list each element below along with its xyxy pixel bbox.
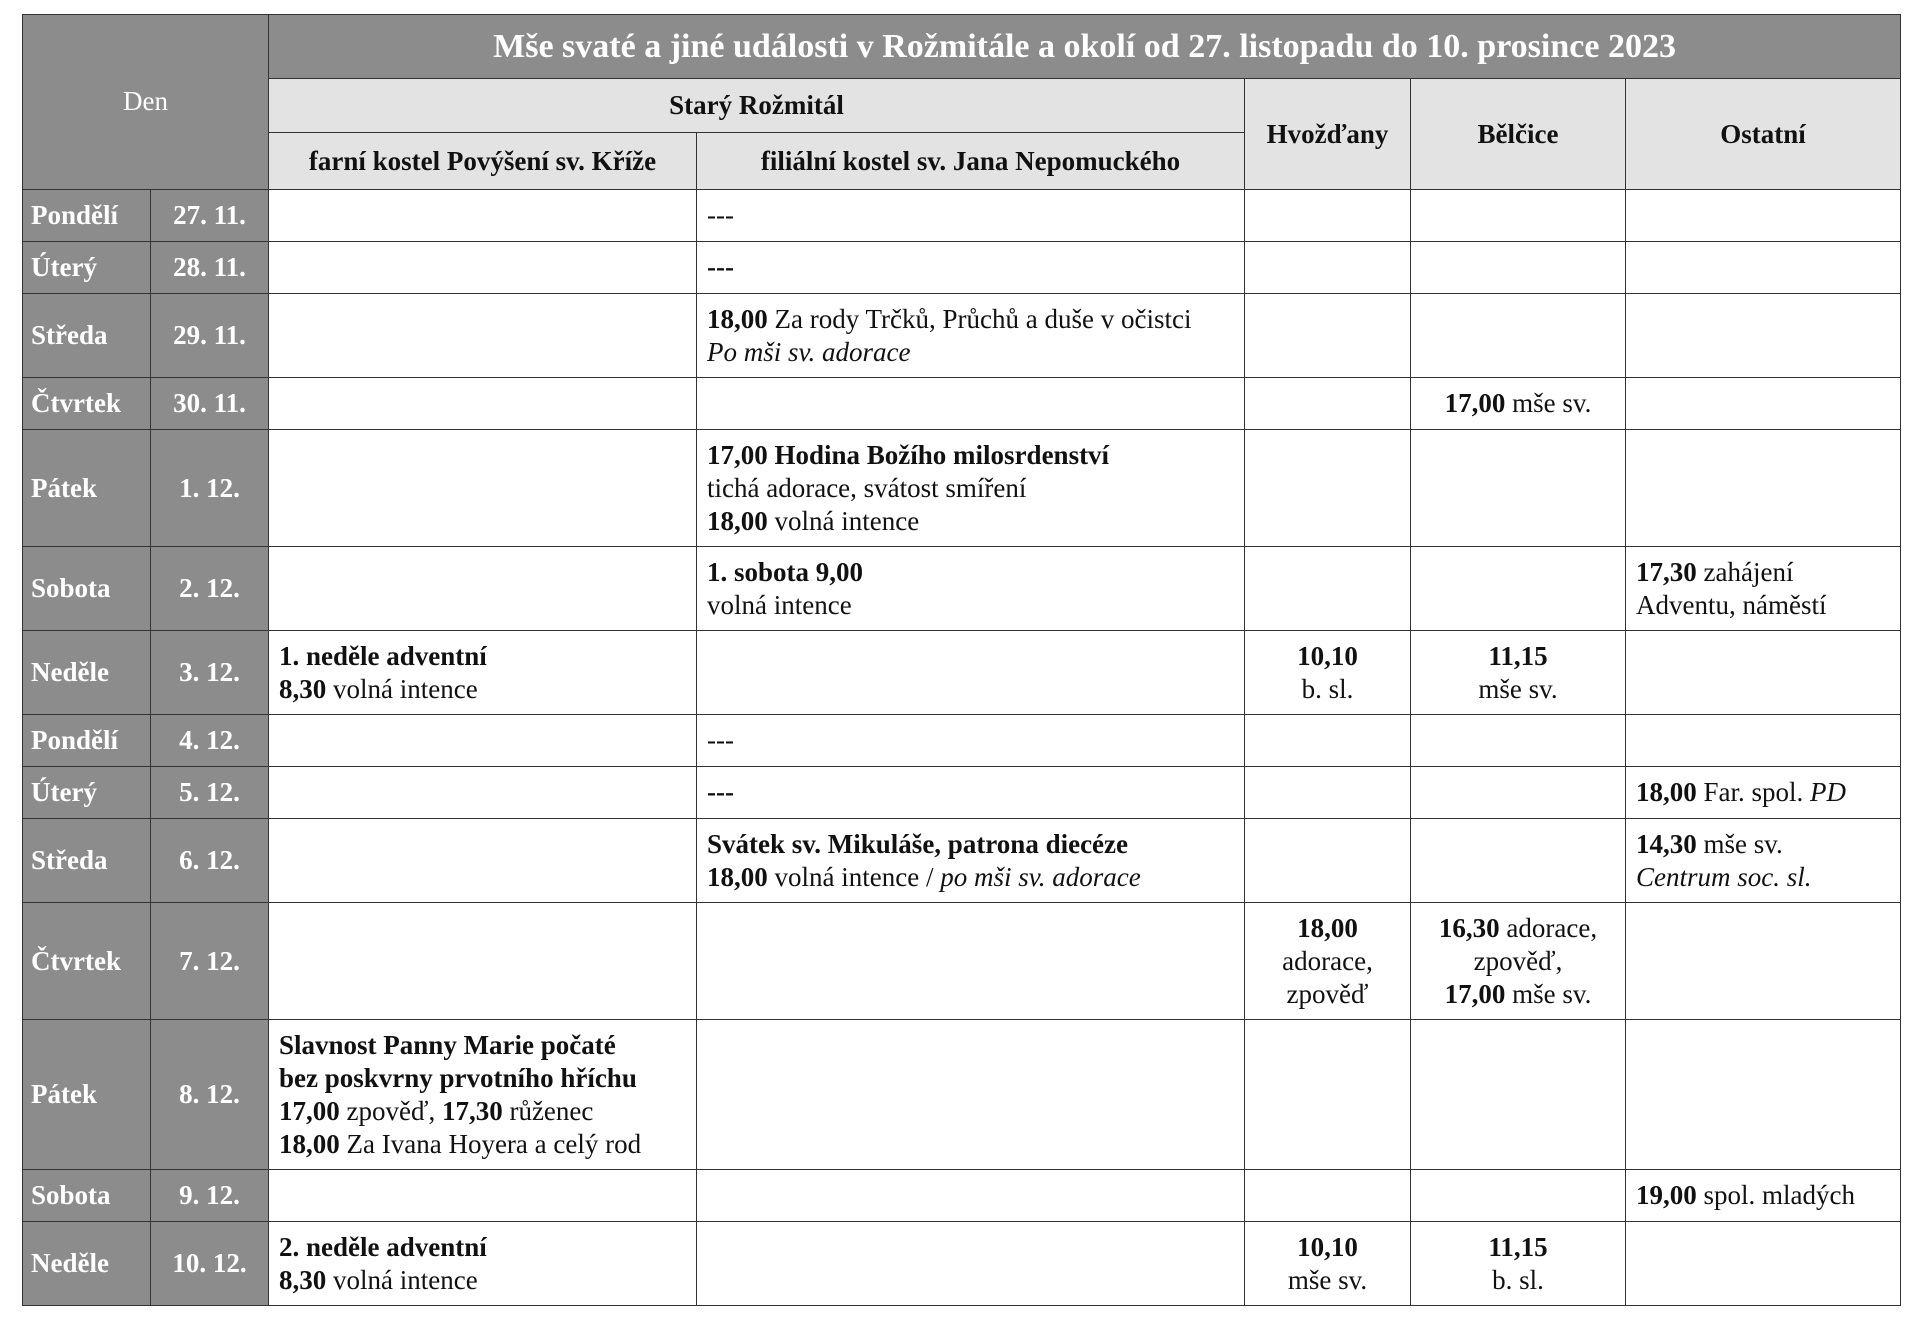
day-cell: Pátek xyxy=(23,1020,151,1170)
table-row xyxy=(23,715,1901,767)
time-text: 16,30 xyxy=(1438,912,1500,943)
day-cell: Neděle xyxy=(23,1222,151,1306)
event-title: 2. neděle adventní xyxy=(279,1231,487,1262)
ostatni-cell xyxy=(1626,1222,1901,1306)
day-cell: Sobota xyxy=(23,1170,151,1222)
belcice-cell xyxy=(1411,631,1626,715)
filialni-cell xyxy=(697,294,1245,378)
ostatni-cell xyxy=(1626,430,1901,547)
event-title: 1. neděle adventní xyxy=(279,640,487,671)
entry-text: volná intence xyxy=(774,505,920,536)
belcice-cell xyxy=(1411,378,1626,430)
entry-text: volná intence / xyxy=(774,861,934,892)
filialni-cell xyxy=(697,430,1245,547)
hvozdany-cell xyxy=(1245,1170,1411,1222)
page-title: Mše svaté a jiné události v Rožmitále a okolí od 27. listopadu do 10. prosince 2023 xyxy=(269,15,1901,79)
entry-text: zahájení xyxy=(1703,556,1794,587)
belcice-cell xyxy=(1411,430,1626,547)
entry-text: Adventu, náměstí xyxy=(1636,589,1827,620)
hvozdany-cell xyxy=(1245,430,1411,547)
entry-text: volná intence xyxy=(333,1264,478,1295)
belcice-cell xyxy=(1411,1222,1626,1306)
filialni-cell xyxy=(697,190,1245,242)
belcice-cell xyxy=(1411,547,1626,631)
belcice-cell xyxy=(1411,715,1626,767)
time-text: 10,10 xyxy=(1297,640,1358,671)
time-text: 18,00 xyxy=(1636,777,1697,807)
table-row xyxy=(23,903,1901,1020)
entry-text: Far. spol. xyxy=(1703,777,1804,807)
table-row xyxy=(23,294,1901,378)
day-cell: Neděle xyxy=(23,631,151,715)
day-cell: Pondělí xyxy=(23,715,151,767)
belcice-cell xyxy=(1411,1170,1626,1222)
day-cell: Úterý xyxy=(23,767,151,819)
farni-cell xyxy=(269,1020,697,1170)
hvozdany-cell xyxy=(1245,547,1411,631)
ostatni-cell xyxy=(1626,190,1901,242)
entry-text: --- xyxy=(707,200,734,230)
belcice-cell xyxy=(1411,1020,1626,1170)
farni-cell xyxy=(269,715,697,767)
hvozdany-cell xyxy=(1245,242,1411,294)
filialni-cell xyxy=(697,767,1245,819)
ostatni-cell xyxy=(1626,378,1901,430)
entry-text: --- xyxy=(707,725,734,755)
entry-text: --- xyxy=(707,252,734,282)
time-text: 18,00 xyxy=(707,303,768,334)
time-text: 19,00 xyxy=(1636,1180,1697,1210)
farni-cell xyxy=(269,631,697,715)
ostatni-cell xyxy=(1626,242,1901,294)
ostatni-cell xyxy=(1626,1020,1901,1170)
farni-cell xyxy=(269,1222,697,1306)
filialni-cell xyxy=(697,378,1245,430)
farni-cell xyxy=(269,242,697,294)
filialni-cell xyxy=(697,903,1245,1020)
time-text: 18,00 xyxy=(707,861,768,892)
table-row xyxy=(23,1020,1901,1170)
belcice-cell xyxy=(1411,190,1626,242)
time-text: 18,00 xyxy=(279,1128,340,1159)
ostatni-cell xyxy=(1626,903,1901,1020)
hvozdany-cell xyxy=(1245,631,1411,715)
entry-text: b. sl. xyxy=(1301,673,1354,704)
entry-text: volná intence xyxy=(707,589,852,620)
date-cell: 28. 11. xyxy=(151,242,269,294)
ostatni-cell xyxy=(1626,1170,1901,1222)
time-text: 11,15 xyxy=(1488,640,1548,671)
header-filialni-kostel: filiální kostel sv. Jana Nepomuckého xyxy=(697,133,1245,190)
entry-text: zpověď, xyxy=(346,1095,436,1126)
table-row xyxy=(23,378,1901,430)
farni-cell xyxy=(269,430,697,547)
table-row xyxy=(23,1170,1901,1222)
day-cell: Středa xyxy=(23,294,151,378)
entry-text: růženec xyxy=(509,1095,594,1126)
hvozdany-cell xyxy=(1245,190,1411,242)
farni-cell xyxy=(269,767,697,819)
entry-text: tichá adorace, svátost smíření xyxy=(707,472,1027,503)
hvozdany-cell xyxy=(1245,903,1411,1020)
table-row xyxy=(23,190,1901,242)
belcice-cell xyxy=(1411,819,1626,903)
time-text: 18,00 xyxy=(707,505,768,536)
entry-note: PD xyxy=(1810,777,1847,807)
entry-text: mše sv. xyxy=(1478,673,1558,704)
filialni-cell xyxy=(697,715,1245,767)
date-cell: 6. 12. xyxy=(151,819,269,903)
farni-cell xyxy=(269,1170,697,1222)
date-cell: 2. 12. xyxy=(151,547,269,631)
time-text: 18,00 xyxy=(1297,912,1358,943)
entry-text: zpověď, xyxy=(1473,945,1563,976)
entry-text: Za rody Trčků, Průchů a duše v očistci xyxy=(774,303,1192,334)
farni-cell xyxy=(269,903,697,1020)
time-text: 8,30 xyxy=(279,1264,327,1295)
hvozdany-cell xyxy=(1245,1222,1411,1306)
date-cell: 4. 12. xyxy=(151,715,269,767)
farni-cell xyxy=(269,378,697,430)
entry-text: mše sv. xyxy=(1512,388,1592,418)
filialni-cell xyxy=(697,242,1245,294)
belcice-cell xyxy=(1411,242,1626,294)
time-text: 17,30 xyxy=(441,1095,503,1126)
filialni-cell xyxy=(697,631,1245,715)
entry-note: Po mši sv. adorace xyxy=(707,336,911,367)
schedule-table xyxy=(22,14,1901,1306)
time-text: 17,00 xyxy=(1444,388,1506,418)
entry-note: Centrum soc. sl. xyxy=(1636,861,1812,892)
day-cell: Úterý xyxy=(23,242,151,294)
entry-text: Za Ivana Hoyera a celý rod xyxy=(346,1128,642,1159)
table-row xyxy=(23,242,1901,294)
filialni-cell xyxy=(697,1170,1245,1222)
date-cell: 9. 12. xyxy=(151,1170,269,1222)
date-cell: 27. 11. xyxy=(151,190,269,242)
ostatni-cell xyxy=(1626,715,1901,767)
ostatni-cell xyxy=(1626,294,1901,378)
hvozdany-cell xyxy=(1245,294,1411,378)
farni-cell xyxy=(269,547,697,631)
day-cell: Čtvrtek xyxy=(23,378,151,430)
farni-cell xyxy=(269,819,697,903)
time-text: 10,10 xyxy=(1297,1231,1358,1262)
filialni-cell xyxy=(697,547,1245,631)
belcice-cell xyxy=(1411,294,1626,378)
event-title: Slavnost Panny Marie počaté xyxy=(279,1029,616,1060)
entry-text: mše sv. xyxy=(1703,828,1783,859)
belcice-cell xyxy=(1411,767,1626,819)
date-cell: 5. 12. xyxy=(151,767,269,819)
entry-text: --- xyxy=(707,777,734,807)
day-cell: Čtvrtek xyxy=(23,903,151,1020)
table-row xyxy=(23,1222,1901,1306)
day-cell: Sobota xyxy=(23,547,151,631)
day-cell: Pátek xyxy=(23,430,151,547)
entry-text: zpověď xyxy=(1286,978,1369,1009)
table-row xyxy=(23,430,1901,547)
header-belcice: Bělčice xyxy=(1411,79,1626,190)
date-cell: 1. 12. xyxy=(151,430,269,547)
header-hvozdany: Hvožďany xyxy=(1245,79,1411,190)
ostatni-cell xyxy=(1626,631,1901,715)
header-ostatni: Ostatní xyxy=(1626,79,1901,190)
ostatni-cell xyxy=(1626,547,1901,631)
table-row xyxy=(23,767,1901,819)
filialni-cell xyxy=(697,819,1245,903)
day-cell: Pondělí xyxy=(23,190,151,242)
farni-cell xyxy=(269,190,697,242)
entry-text: volná intence xyxy=(333,673,478,704)
day-cell: Středa xyxy=(23,819,151,903)
entry-text: adorace, xyxy=(1282,945,1373,976)
ostatni-cell xyxy=(1626,767,1901,819)
hvozdany-cell xyxy=(1245,715,1411,767)
entry-note: po mši sv. adorace xyxy=(940,861,1141,892)
time-text: 17,00 xyxy=(1444,978,1506,1009)
date-cell: 3. 12. xyxy=(151,631,269,715)
time-text: 17,30 xyxy=(1636,556,1697,587)
time-text: 8,30 xyxy=(279,673,327,704)
entry-text: mše sv. xyxy=(1512,978,1592,1009)
time-text: 11,15 xyxy=(1488,1231,1548,1262)
entry-text: spol. mladých xyxy=(1703,1180,1855,1210)
table-row xyxy=(23,819,1901,903)
hvozdany-cell xyxy=(1245,378,1411,430)
den-header: Den xyxy=(23,15,269,190)
hvozdany-cell xyxy=(1245,767,1411,819)
farni-cell xyxy=(269,294,697,378)
event-title: Svátek sv. Mikuláše, patrona diecéze xyxy=(707,828,1129,859)
hvozdany-cell xyxy=(1245,1020,1411,1170)
event-title: 1. sobota 9,00 xyxy=(707,556,864,587)
event-title: bez poskvrny prvotního hříchu xyxy=(279,1062,637,1093)
date-cell: 8. 12. xyxy=(151,1020,269,1170)
belcice-cell xyxy=(1411,903,1626,1020)
header-farni-kostel: farní kostel Povýšení sv. Kříže xyxy=(269,133,697,190)
table-row xyxy=(23,547,1901,631)
event-title: 17,00 Hodina Božího milosrdenství xyxy=(707,439,1110,470)
filialni-cell xyxy=(697,1020,1245,1170)
date-cell: 10. 12. xyxy=(151,1222,269,1306)
ostatni-cell xyxy=(1626,819,1901,903)
table-row xyxy=(23,631,1901,715)
hvozdany-cell xyxy=(1245,819,1411,903)
time-text: 14,30 xyxy=(1636,828,1697,859)
date-cell: 29. 11. xyxy=(151,294,269,378)
header-stary-rozmital: Starý Rožmitál xyxy=(269,79,1245,133)
date-cell: 30. 11. xyxy=(151,378,269,430)
entry-text: b. sl. xyxy=(1492,1264,1544,1295)
filialni-cell xyxy=(697,1222,1245,1306)
entry-text: adorace, xyxy=(1506,912,1598,943)
entry-text: mše sv. xyxy=(1287,1264,1368,1295)
date-cell: 7. 12. xyxy=(151,903,269,1020)
time-text: 17,00 xyxy=(279,1095,340,1126)
